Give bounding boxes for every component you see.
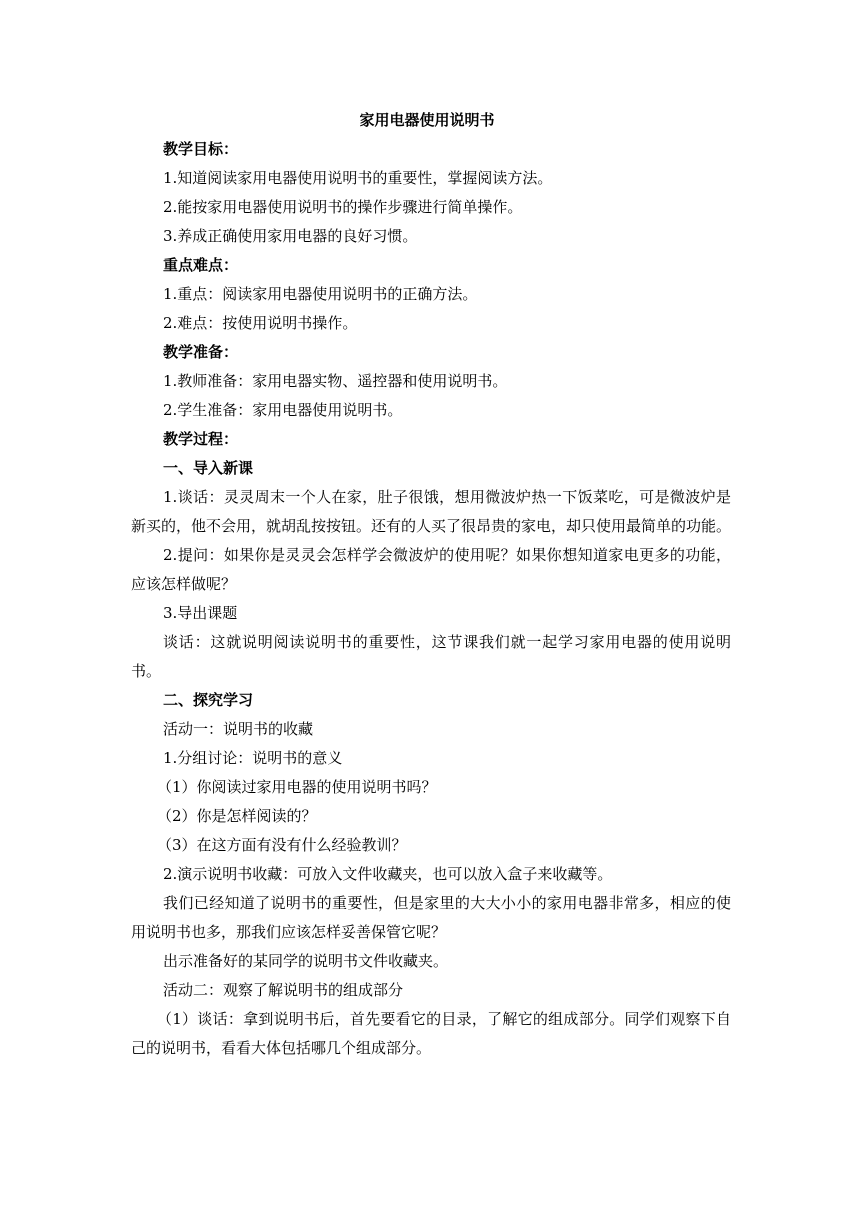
activity-label: 活动二：观察了解说明书的组成部分 (163, 981, 404, 999)
discussion-item: 1.分组讨论：说明书的意义 (163, 749, 343, 767)
key-point-item: 1.重点：阅读家用电器使用说明书的正确方法。 (163, 285, 478, 303)
demo-item: 2.演示说明书收藏：可放入文件收藏夹，也可以放入盒子来收藏等。 (163, 865, 613, 883)
key-points-heading: 重点难点： (163, 256, 239, 274)
question-item: （2）你是怎样阅读的？ (157, 807, 317, 825)
question-item: （3）在这方面有没有什么经验教训？ (157, 836, 407, 854)
section-heading-intro: 一、导入新课 (163, 459, 254, 477)
preparation-item: 2.学生准备：家用电器使用说明书。 (163, 401, 403, 419)
paragraph: 谈话：这就说明阅读说明书的重要性，这节课我们就一起学习家用电器的使用说明书。 (131, 633, 731, 680)
paragraph: 出示准备好的某同学的说明书文件收藏夹。 (163, 952, 449, 970)
section-heading-explore: 二、探究学习 (163, 691, 254, 709)
objective-item: 3.养成正确使用家用电器的良好习惯。 (163, 227, 418, 245)
question-item: （1）你阅读过家用电器的使用说明书吗？ (157, 778, 437, 796)
preparation-heading: 教学准备： (163, 343, 239, 361)
objective-item: 2.能按家用电器使用说明书的操作步骤进行简单操作。 (163, 198, 523, 216)
objectives-heading: 教学目标： (163, 140, 239, 158)
objective-item: 1.知道阅读家用电器使用说明书的重要性，掌握阅读方法。 (163, 169, 553, 187)
key-point-item: 2.难点：按使用说明书操作。 (163, 314, 358, 332)
paragraph: 1.谈话：灵灵周末一个人在家，肚子很饿，想用微波炉热一下饭菜吃，可是微波炉是新买的，他不会用，就胡乱按按钮。还有的人买了很昂贵的家电，却只使用最简单的功能。 (131, 488, 732, 535)
paragraph: 2.提问：如果你是灵灵会怎样学会微波炉的使用呢？如果你想知道家电更多的功能，应该怎样做呢？ (131, 546, 731, 593)
document-title: 家用电器使用说明书 (359, 111, 495, 129)
document-content (131, 106, 731, 1063)
preparation-item: 1.教师准备：家用电器实物、遥控器和使用说明书。 (163, 372, 508, 390)
paragraph: 我们已经知道了说明书的重要性，但是家里的大大小小的家用电器非常多，相应的使用说明书也多，那我们应该怎样妥善保管它呢？ (131, 894, 731, 941)
paragraph: （1）谈话：拿到说明书后，首先要看它的目录，了解它的组成部分。同学们观察下自己的说明书，看看大体包括哪几个组成部分。 (131, 1010, 731, 1057)
paragraph: 3.导出课题 (163, 604, 238, 622)
activity-label: 活动一：说明书的收藏 (163, 720, 314, 738)
process-heading: 教学过程： (163, 430, 239, 448)
